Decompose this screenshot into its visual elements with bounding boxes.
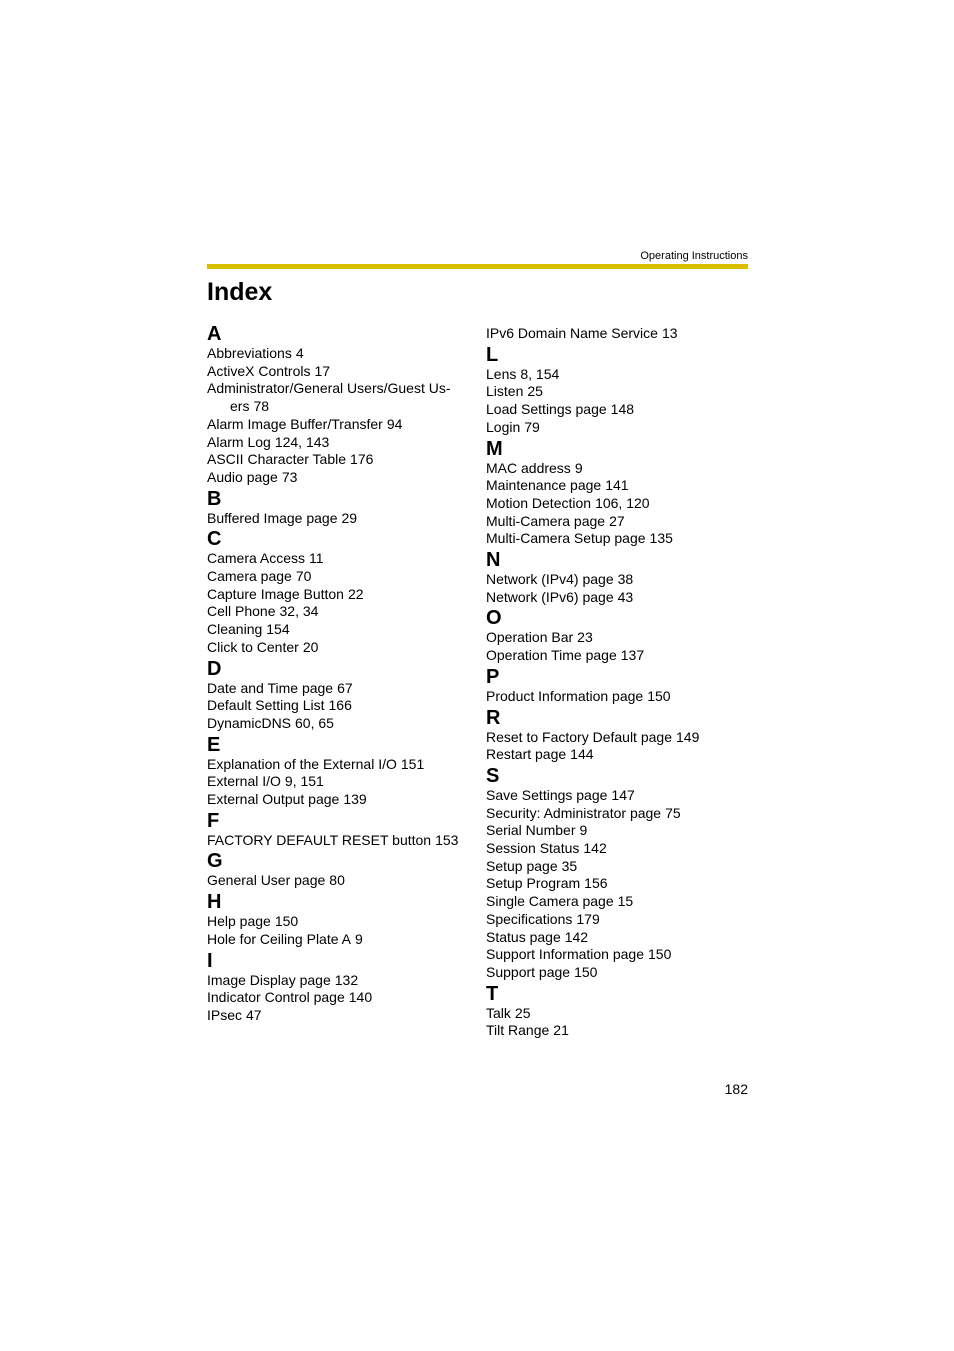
index-entry (486, 513, 756, 531)
index-page-refs[interactable]: 23 (577, 629, 593, 646)
index-page-refs[interactable]: 47 (246, 1006, 262, 1023)
index-letter-f: F (207, 809, 220, 832)
index-letter-t: T (486, 982, 499, 1005)
index-column-right (486, 325, 756, 1040)
index-term: Multi-Camera Setup page (486, 530, 646, 547)
index-page-refs[interactable]: 21 (553, 1022, 569, 1039)
running-header: Operating Instructions (640, 250, 748, 262)
index-entry (486, 787, 756, 805)
index-page-refs[interactable]: 135 (649, 530, 673, 547)
index-page-refs[interactable]: 13 (661, 325, 678, 341)
index-term: IPv6 Domain Name Service (486, 325, 658, 341)
index-term: Click to Center (207, 638, 299, 655)
index-entry (207, 931, 477, 949)
index-entry (207, 621, 477, 639)
index-term: Explanation of the External I/O (207, 755, 397, 772)
index-entry (207, 451, 477, 469)
index-term: Administrator/General Users/Guest Us- ers (207, 380, 451, 415)
index-entry (207, 380, 486, 415)
index-page-refs[interactable]: 25 (514, 1004, 531, 1021)
index-page-refs[interactable]: 150 (574, 963, 598, 980)
index-term: Indicator Control page (207, 989, 345, 1006)
index-page-refs[interactable]: 9 (579, 822, 588, 839)
index-letter-c: C (207, 528, 222, 551)
index-entry (207, 345, 477, 363)
index-entry (486, 401, 756, 419)
index-page-refs[interactable]: 17 (314, 362, 331, 379)
index-letter-r: R (486, 706, 501, 729)
index-term: Support Information page (486, 946, 644, 963)
index-term: Multi-Camera page (486, 512, 606, 529)
page-number: 182 (724, 1081, 748, 1097)
index-term: Product Information page (486, 687, 644, 704)
index-entry (207, 697, 477, 715)
index-term: Tilt Range (486, 1022, 550, 1039)
index-page-refs[interactable]: 27 (609, 512, 625, 529)
index-page-refs[interactable]: 25 (527, 383, 543, 400)
index-entry (486, 460, 756, 478)
index-term: Support page (486, 963, 571, 980)
index-entry (486, 629, 756, 647)
index-page-refs[interactable]: 144 (570, 746, 594, 763)
index-page-refs[interactable]: 151 (400, 755, 425, 772)
index-page-refs[interactable]: 20 (302, 638, 319, 655)
index-page-refs[interactable]: 9 (354, 930, 363, 947)
index-term: Alarm Image Buffer/Transfer (207, 415, 383, 432)
index-page-refs[interactable]: 73 (281, 468, 298, 485)
index-term: Hole for Ceiling Plate A (207, 930, 351, 947)
index-term: Login (486, 418, 521, 435)
index-page-refs[interactable]: 4 (295, 345, 304, 361)
index-term: Operation Time page (486, 647, 617, 664)
index-entry (207, 680, 477, 698)
index-term: Save Settings page (486, 786, 608, 803)
index-term: External I/O (207, 773, 281, 790)
index-entry (207, 568, 477, 586)
index-page-refs[interactable]: 8, 154 (520, 365, 560, 382)
index-letter-a: A (207, 323, 222, 345)
index-page-refs[interactable]: 150 (648, 946, 672, 963)
index-page-refs[interactable]: 140 (348, 989, 373, 1006)
index-term: Motion Detection (486, 494, 592, 511)
index-term: Abbreviations (207, 345, 292, 361)
index-term: Talk (486, 1004, 511, 1021)
index-term: Session Status (486, 840, 580, 857)
index-entry (486, 822, 756, 840)
index-term: Setup page (486, 857, 558, 874)
index-page-refs[interactable]: 60, 65 (295, 714, 334, 731)
index-entry (486, 893, 756, 911)
index-entry (207, 586, 477, 604)
index-page-refs[interactable]: 9 (574, 459, 583, 476)
index-page-refs[interactable]: 29 (341, 509, 358, 526)
index-term: Serial Number (486, 822, 576, 839)
index-page-refs[interactable]: 80 (329, 872, 345, 889)
index-entry (486, 746, 756, 764)
index-page-refs[interactable]: 15 (617, 893, 634, 910)
index-entry (486, 875, 756, 893)
index-term: DynamicDNS (207, 714, 292, 731)
index-page-refs[interactable]: 70 (295, 568, 312, 585)
index-entry (486, 589, 756, 607)
index-term: IPsec (207, 1006, 243, 1023)
index-entry (486, 419, 756, 437)
index-page-refs[interactable]: 94 (386, 415, 403, 432)
index-page-refs[interactable]: 137 (620, 647, 645, 664)
index-entry (207, 469, 477, 487)
index-term: Audio page (207, 468, 278, 485)
index-entry (207, 603, 477, 621)
index-term: Alarm Log (207, 433, 271, 450)
index-entry (486, 805, 756, 823)
index-term: General User page (207, 872, 326, 889)
index-page-refs[interactable]: 176 (350, 451, 374, 468)
index-term: Capture Image Button (207, 585, 344, 602)
index-page-refs[interactable]: 106, 120 (595, 494, 650, 511)
index-term: ActiveX Controls (207, 362, 311, 379)
index-term: Load Settings page (486, 401, 607, 418)
index-letter-e: E (207, 733, 221, 756)
index-entry (486, 383, 756, 401)
index-entry (486, 929, 756, 947)
index-term: Maintenance page (486, 477, 602, 494)
index-entry (486, 647, 756, 665)
index-entry (486, 946, 756, 964)
index-letter-i: I (207, 949, 213, 972)
index-term: Network (IPv4) page (486, 571, 614, 588)
index-entry (207, 756, 477, 774)
index-page-refs[interactable]: 142 (583, 840, 607, 857)
index-term: Cleaning (207, 621, 263, 638)
index-entry (207, 872, 477, 890)
index-term: Lens (486, 365, 517, 382)
index-entry (207, 773, 477, 791)
index-entry (207, 434, 477, 452)
index-page-refs[interactable]: 148 (610, 401, 635, 418)
index-term: Security: Administrator page (486, 804, 662, 821)
index-entry (486, 964, 756, 982)
index-entry (486, 366, 756, 384)
index-letter-s: S (486, 764, 500, 787)
index-page-refs[interactable]: 139 (343, 791, 367, 808)
index-entry (486, 840, 756, 858)
index-term: Image Display page (207, 971, 331, 988)
index-letter-h: H (207, 891, 222, 914)
index-letter-g: G (207, 850, 223, 873)
index-term: Camera Access (207, 550, 306, 567)
index-term: MAC address (486, 459, 571, 476)
index-entry (207, 510, 477, 528)
index-page-refs[interactable]: 79 (524, 418, 540, 435)
index-entry (207, 416, 477, 434)
index-term: Buffered Image page (207, 509, 338, 526)
index-term: Reset to Factory Default page (486, 728, 672, 745)
index-entry (207, 989, 477, 1007)
index-entry (486, 688, 756, 706)
index-entry (207, 550, 477, 568)
index-term: Default Setting List (207, 697, 325, 714)
index-page-refs[interactable]: 179 (576, 910, 600, 927)
index-entry (207, 832, 477, 850)
index-page-refs[interactable]: 141 (605, 477, 629, 494)
index-page-refs[interactable]: 35 (561, 857, 578, 874)
index-term: Restart page (486, 746, 567, 763)
index-term: Specifications (486, 910, 573, 927)
index-page-refs[interactable]: 153 (435, 831, 459, 848)
index-letter-o: O (486, 607, 502, 630)
index-entry (486, 571, 756, 589)
index-letter-m: M (486, 437, 503, 460)
index-page-refs[interactable]: 142 (564, 928, 589, 945)
index-entry (207, 715, 477, 733)
index-letter-d: D (207, 657, 222, 680)
index-page-refs[interactable]: 154 (266, 621, 290, 638)
index-term: Status page (486, 928, 561, 945)
index-letter-p: P (486, 665, 500, 688)
index-entry (486, 858, 756, 876)
index-letter-b: B (207, 487, 222, 510)
index-entry (486, 1022, 756, 1040)
index-entry (207, 639, 477, 657)
index-page-refs[interactable]: 156 (584, 875, 608, 892)
index-entry (486, 1005, 756, 1023)
index-page-refs[interactable]: 132 (334, 971, 359, 988)
index-entry (486, 477, 756, 495)
index-entry (486, 530, 756, 548)
index-term: Cell Phone (207, 603, 276, 620)
index-page-refs[interactable]: 149 (676, 728, 700, 745)
index-page-refs[interactable]: 166 (328, 697, 352, 714)
index-term: External Output page (207, 791, 340, 808)
index-entry (486, 325, 756, 343)
index-letter-n: N (486, 549, 501, 572)
index-term: Help page (207, 913, 271, 930)
index-entry (486, 729, 756, 747)
index-page-refs[interactable]: 150 (647, 687, 671, 704)
index-term: FACTORY DEFAULT RESET button (207, 831, 432, 848)
index-page-refs[interactable]: 43 (617, 588, 634, 605)
index-page-refs[interactable]: 38 (617, 571, 634, 588)
index-letter-l: L (486, 343, 499, 366)
page-title: Index (207, 278, 273, 306)
index-entry (207, 363, 477, 381)
index-entry (486, 911, 756, 929)
index-page-refs[interactable]: 11 (309, 550, 324, 567)
index-page-refs[interactable]: 9, 151 (284, 773, 324, 790)
index-entry (207, 972, 477, 990)
index-page-refs[interactable]: 22 (347, 585, 364, 602)
index-column-left (207, 322, 477, 1025)
index-page-refs[interactable]: 150 (274, 913, 299, 930)
header-rule (207, 264, 748, 269)
index-entry (207, 913, 477, 931)
index-page-refs[interactable]: 124, 143 (274, 433, 330, 450)
index-term: Camera page (207, 568, 292, 585)
index-term: Network (IPv6) page (486, 588, 614, 605)
index-term: Single Camera page (486, 893, 614, 910)
index-page-refs[interactable]: 67 (337, 679, 353, 696)
index-term: Date and Time page (207, 679, 334, 696)
index-page-refs[interactable]: 78 (253, 398, 270, 415)
index-entry (207, 1007, 477, 1025)
index-page-refs[interactable]: 147 (611, 786, 635, 803)
index-entry (207, 791, 477, 809)
index-page-refs[interactable]: 75 (665, 804, 681, 821)
index-page-refs[interactable]: 32, 34 (279, 603, 319, 620)
index-entry (486, 495, 756, 513)
index-term: Listen (486, 383, 524, 400)
index-term: Setup Program (486, 875, 581, 892)
index-term: ASCII Character Table (207, 451, 347, 468)
index-term: Operation Bar (486, 629, 574, 646)
